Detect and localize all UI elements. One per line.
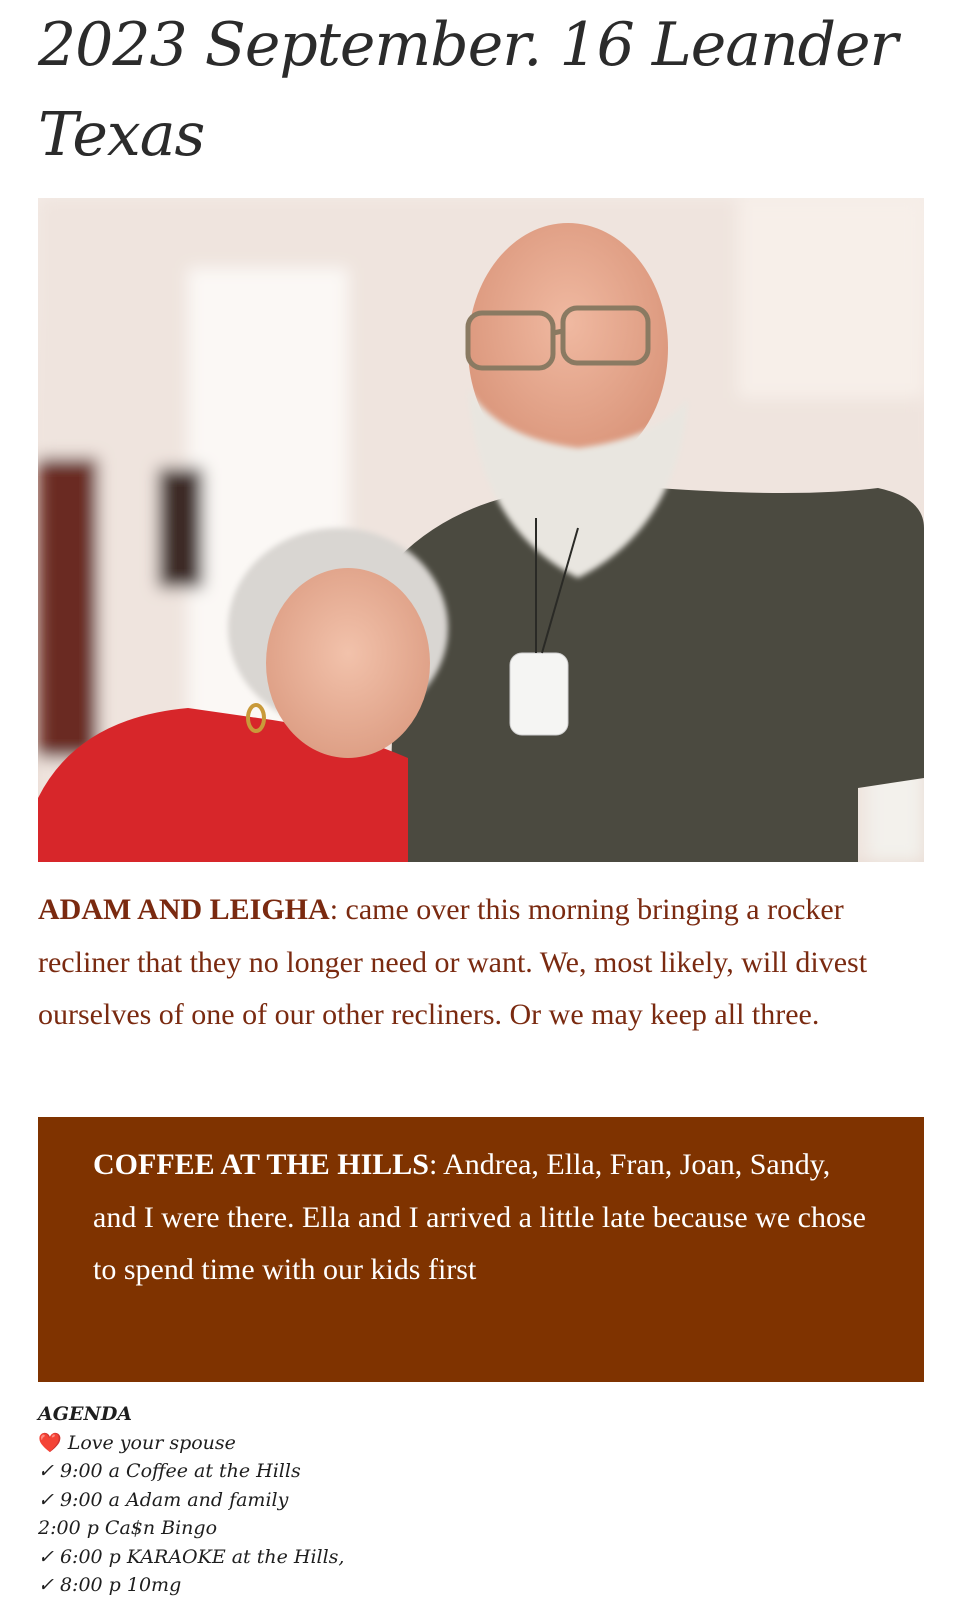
agenda-item-text: 8:00 p 10mg xyxy=(53,1574,182,1596)
agenda-item-text: Love your spouse xyxy=(61,1431,236,1454)
highlight-box xyxy=(38,1117,924,1382)
agenda-item xyxy=(38,1429,638,1458)
photo-illustration xyxy=(38,198,924,862)
agenda-item-text: 6:00 p KARAOKE at the Hills, xyxy=(53,1545,345,1568)
post-photo[interactable] xyxy=(38,198,924,862)
agenda-heading: AGENDA xyxy=(38,1403,133,1425)
highlight-lead: COFFEE AT THE HILLS xyxy=(93,1148,429,1181)
post-title: 2023 September. 16 Leander Texas xyxy=(38,10,898,170)
checkmark-icon: ✓ xyxy=(38,1460,54,1482)
paragraph-adam-and-leigha xyxy=(38,884,928,1042)
agenda-item xyxy=(38,1543,638,1572)
agenda-item xyxy=(38,1457,638,1486)
woman-face xyxy=(266,568,430,758)
man-shirt xyxy=(388,488,924,862)
agenda xyxy=(38,1400,638,1600)
agenda-item xyxy=(38,1571,638,1600)
highlight-text: : Andrea, Ella, Fran, Joan, Sandy, and I were there. Ella and I arrived a little late because we chose to spend time with our kids first xyxy=(93,1148,866,1286)
paragraph-text: : came over this morning bringing a rocker recliner that they no longer need or want. We, most likely, will divest ourselves of one of our other recliners. Or we may keep all three. xyxy=(38,893,868,1031)
highlight-paragraph xyxy=(93,1139,868,1297)
agenda-item-text: 2:00 p Ca$n Bingo xyxy=(38,1517,218,1539)
paragraph-lead: ADAM AND LEIGHA xyxy=(38,893,330,926)
pendant xyxy=(510,653,568,735)
agenda-item xyxy=(38,1514,638,1543)
checkmark-icon: ✓ xyxy=(38,1545,54,1568)
agenda-item xyxy=(38,1486,638,1515)
checkmark-icon: ✓ xyxy=(38,1488,54,1511)
agenda-item-text: 9:00 a Adam and family xyxy=(53,1488,289,1511)
agenda-item-text: 9:00 a Coffee at the Hills xyxy=(53,1460,301,1482)
heart-icon: ❤️ xyxy=(38,1431,62,1454)
checkmark-icon: ✓ xyxy=(38,1574,54,1596)
